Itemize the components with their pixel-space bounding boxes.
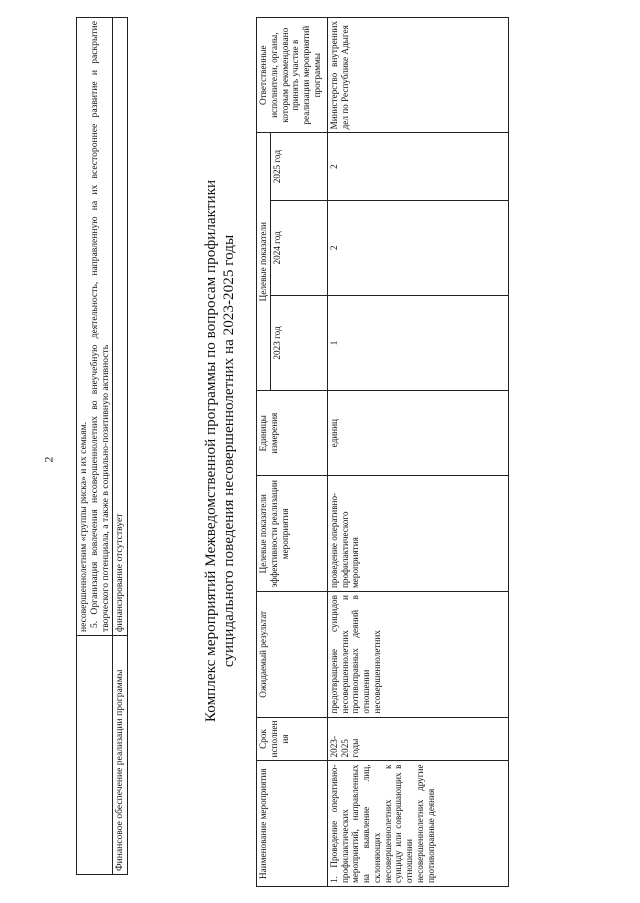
section-title-line-1: Комплекс мероприятий Межведомственной программы по вопросам профилактики <box>202 179 219 723</box>
header-result: Ожидаемый результат <box>257 592 328 718</box>
program-passport-table <box>76 17 128 875</box>
table-row <box>77 18 113 875</box>
header-2024: 2024 год <box>270 200 327 295</box>
table-cell <box>77 18 113 636</box>
header-name: Наименование мероприятия <box>257 761 328 887</box>
row1-term: 2023-2025 годы <box>327 717 508 761</box>
table-row <box>113 18 127 875</box>
row1-unit: единиц <box>327 390 508 476</box>
passport-text-line: несовершеннолетним «группы риска» и их семьям. <box>78 421 89 632</box>
financing-label: Финансовое обеспечение реализации программы <box>113 636 127 875</box>
row1-2024: 2 <box>327 200 508 295</box>
page-number: 2 <box>41 456 56 463</box>
row1-2025: 2 <box>327 133 508 200</box>
header-term: Срок исполнен ия <box>257 717 328 761</box>
financing-value: финансирование отсутствует <box>113 18 127 636</box>
header-2023: 2023 год <box>270 295 327 390</box>
rotated-page-content <box>70 11 570 891</box>
section-title-line-2: суицидального поведения несовершеннолетних на 2023-2025 годы <box>220 234 237 668</box>
header-units: Единицы измерения <box>257 390 328 476</box>
passport-item-5: 5. Организация вовлечения несовершеннолетних во внеучебную деятельность, направленную на их всестороннее развитие и раскрытие творческого потенциала, а также в социально-позитивную активность <box>89 21 112 632</box>
activities-table <box>256 17 509 887</box>
header-responsible: Ответственные исполнители, органы, которым рекомендовано принять участие в реализации мероприятий программы <box>257 18 328 133</box>
row1-name: 1. Проведение оперативно-профилактических мероприятий, направленных на выявление лиц, склоняющих несовершеннолетних к суициду или совершающих в отношении несовершеннолетних другие противоправные деяния <box>327 761 508 887</box>
row1-result: предотвращение суицидов несовершеннолетних и противоправных деяний в отношении несовершеннолетних <box>327 592 508 718</box>
row1-responsible: Министерство внутренних дел по Республике Адыгея <box>327 18 508 133</box>
header-indicators: Целевые показатели эффективности реализации мероприятия <box>257 476 328 592</box>
header-target-group: Целевые показатели <box>257 133 271 391</box>
header-2025: 2025 год <box>270 133 327 200</box>
table-cell-empty <box>77 636 113 875</box>
table-row <box>327 18 508 887</box>
row1-2023: 1 <box>327 295 508 390</box>
table-header-row <box>257 18 271 887</box>
row1-indicator: проведение оперативно-профилактического мероприятия <box>327 476 508 592</box>
